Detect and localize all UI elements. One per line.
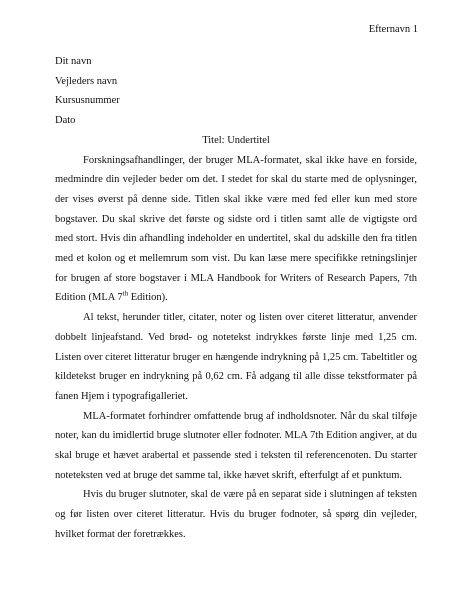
- date-line: Dato: [55, 115, 76, 127]
- paragraph-2: Al tekst, herunder titler, citater, noter og listen over citeret litteratur, anvender dobbelt linjeafstand. Ved brød- og notetekst indrykkes første linje med 1,25 cm. Listen over citeret litteratur bruger en hængende indrykning på 1,25 cm. Tabeltitler og kildetekst bruger en indrykning på 0,62 cm. Få adgang til alle disse tekstformater på fanen Hjem i typografigalleriet.: [55, 312, 417, 402]
- course-number: Kursusnummer: [55, 95, 120, 107]
- running-head: Efternavn 1: [368, 24, 418, 35]
- paragraph-1-text: Forskningsafhandlinger, der bruger MLA-formatet, skal ikke have en forside, medmindre din vejleder beder om det. I stedet for skal du starte med de oplysninger, der vises øverst på denne side. Titlen skal ikke være med fed eller kun med store bogstaver. Du skal skrive det første og sidste ord i titlen samt alle de vigtigste ord med stort. Hvis din afhandling indeholder en undertitel, skal du adskille den fra titlen med et kolon og et mellemrum som vist. Du kan læse mere specifikke retningslinjer for brugen af store bogstaver i MLA Handbook for Writers of Research Papers, 7th Edition (MLA 7: [55, 154, 417, 304]
- paper-title: Titel: Undertitel: [202, 134, 270, 146]
- document-body: [55, 52, 417, 545]
- superscript-th: th: [122, 289, 129, 298]
- paragraph-3: MLA-formatet forhindrer omfattende brug af indholdsnoter. Når du skal tilføje noter, kan du imidlertid bruge slutnoter eller fodnoter. MLA 7th Edition angiver, at du skal bruge et hævet arabertal et passende sted i teksten til referencenoten. Du starter noteteksten ved at bruge det samme tal, ikke hævet skrift, efterfulgt af et punktum.: [55, 410, 417, 481]
- author-name: Dit navn: [55, 56, 92, 67]
- instructor-name: Vejleders navn: [55, 75, 118, 87]
- paragraph-1-after: Edition).: [128, 292, 168, 304]
- paragraph-4: Hvis du bruger slutnoter, skal de være på en separat side i slutningen af teksten og før listen over citeret litteratur. Hvis du bruger fodnoter, så spørg din vejleder, hvilket format der foretrækkes.: [55, 489, 417, 540]
- paragraph-1: [55, 151, 417, 309]
